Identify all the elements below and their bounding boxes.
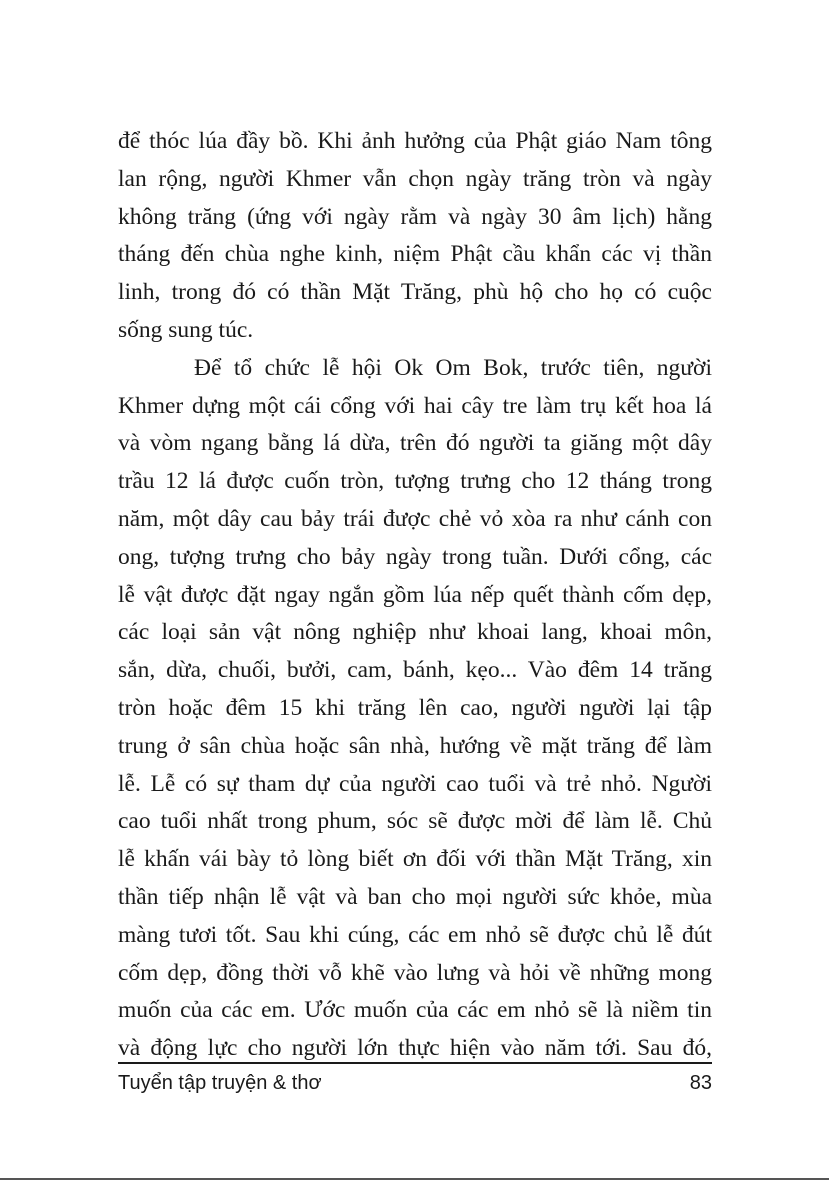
text-line: tròn hoặc đêm 15 khi trăng lên cao, người người lại tập <box>118 694 712 721</box>
text-line: không trăng (ứng với ngày rằm và ngày 30 âm lịch) hằng <box>118 203 712 230</box>
text-line: linh, trong đó có thần Mặt Trăng, phù hộ cho họ có cuộc <box>118 279 712 306</box>
body-text <box>118 123 712 1068</box>
text-line: sống sung túc. <box>118 316 254 343</box>
text-line: muốn của các em. Ước muốn của các em nhỏ sẽ là niềm tin <box>118 997 712 1024</box>
text-line: các loại sản vật nông nghiệp như khoai lang, khoai môn, <box>118 619 712 646</box>
text-line: lễ. Lễ có sự tham dự của người cao tuổi và trẻ nhỏ. Người <box>118 770 712 797</box>
text-line: Để tổ chức lễ hội Ok Om Bok, trước tiên, người <box>194 354 712 381</box>
text-line: sắn, dừa, chuối, bưởi, cam, bánh, kẹo... Vào đêm 14 trăng <box>118 657 712 684</box>
text-line: và vòm ngang bằng lá dừa, trên đó người ta giăng một dây <box>118 430 712 457</box>
text-line: trung ở sân chùa hoặc sân nhà, hướng về mặt trăng để làm <box>118 732 712 759</box>
page-number: 83 <box>689 1072 712 1094</box>
text-line: cao tuổi nhất trong phum, sóc sẽ được mời để làm lễ. Chủ <box>118 808 712 835</box>
text-line: lễ khấn vái bày tỏ lòng biết ơn đối với thần Mặt Trăng, xin <box>118 846 712 873</box>
text-line: trầu 12 lá được cuốn tròn, tượng trưng cho 12 tháng trong <box>118 468 712 495</box>
text-line: Khmer dựng một cái cổng với hai cây tre làm trụ kết hoa lá <box>118 392 712 419</box>
text-line: tháng đến chùa nghe kinh, niệm Phật cầu khẩn các vị thần <box>118 241 712 268</box>
text-line: màng tươi tốt. Sau khi cúng, các em nhỏ sẽ được chủ lễ đút <box>118 921 712 948</box>
text-line: lan rộng, người Khmer vẫn chọn ngày trăng tròn và ngày <box>118 165 712 192</box>
footer-divider <box>118 1062 712 1064</box>
text-line: ong, tượng trưng cho bảy ngày trong tuần. Dưới cổng, các <box>118 543 712 570</box>
text-line: lễ vật được đặt ngay ngắn gồm lúa nếp quết thành cốm dẹp, <box>118 581 712 608</box>
text-line: và động lực cho người lớn thực hiện vào năm tới. Sau đó, <box>118 1035 712 1062</box>
text-line: năm, một dây cau bảy trái được chẻ vỏ xòa ra như cánh con <box>118 505 712 532</box>
text-line: cốm dẹp, đồng thời vỗ khẽ vào lưng và hỏi về những mong <box>118 959 712 986</box>
text-line: để thóc lúa đầy bồ. Khi ảnh hưởng của Phật giáo Nam tông <box>118 128 712 154</box>
page-bottom-edge <box>0 1178 829 1180</box>
running-footer-title: Tuyển tập truyện & thơ <box>118 1072 322 1094</box>
text-line: thần tiếp nhận lễ vật và ban cho mọi người sức khỏe, mùa <box>118 883 712 910</box>
